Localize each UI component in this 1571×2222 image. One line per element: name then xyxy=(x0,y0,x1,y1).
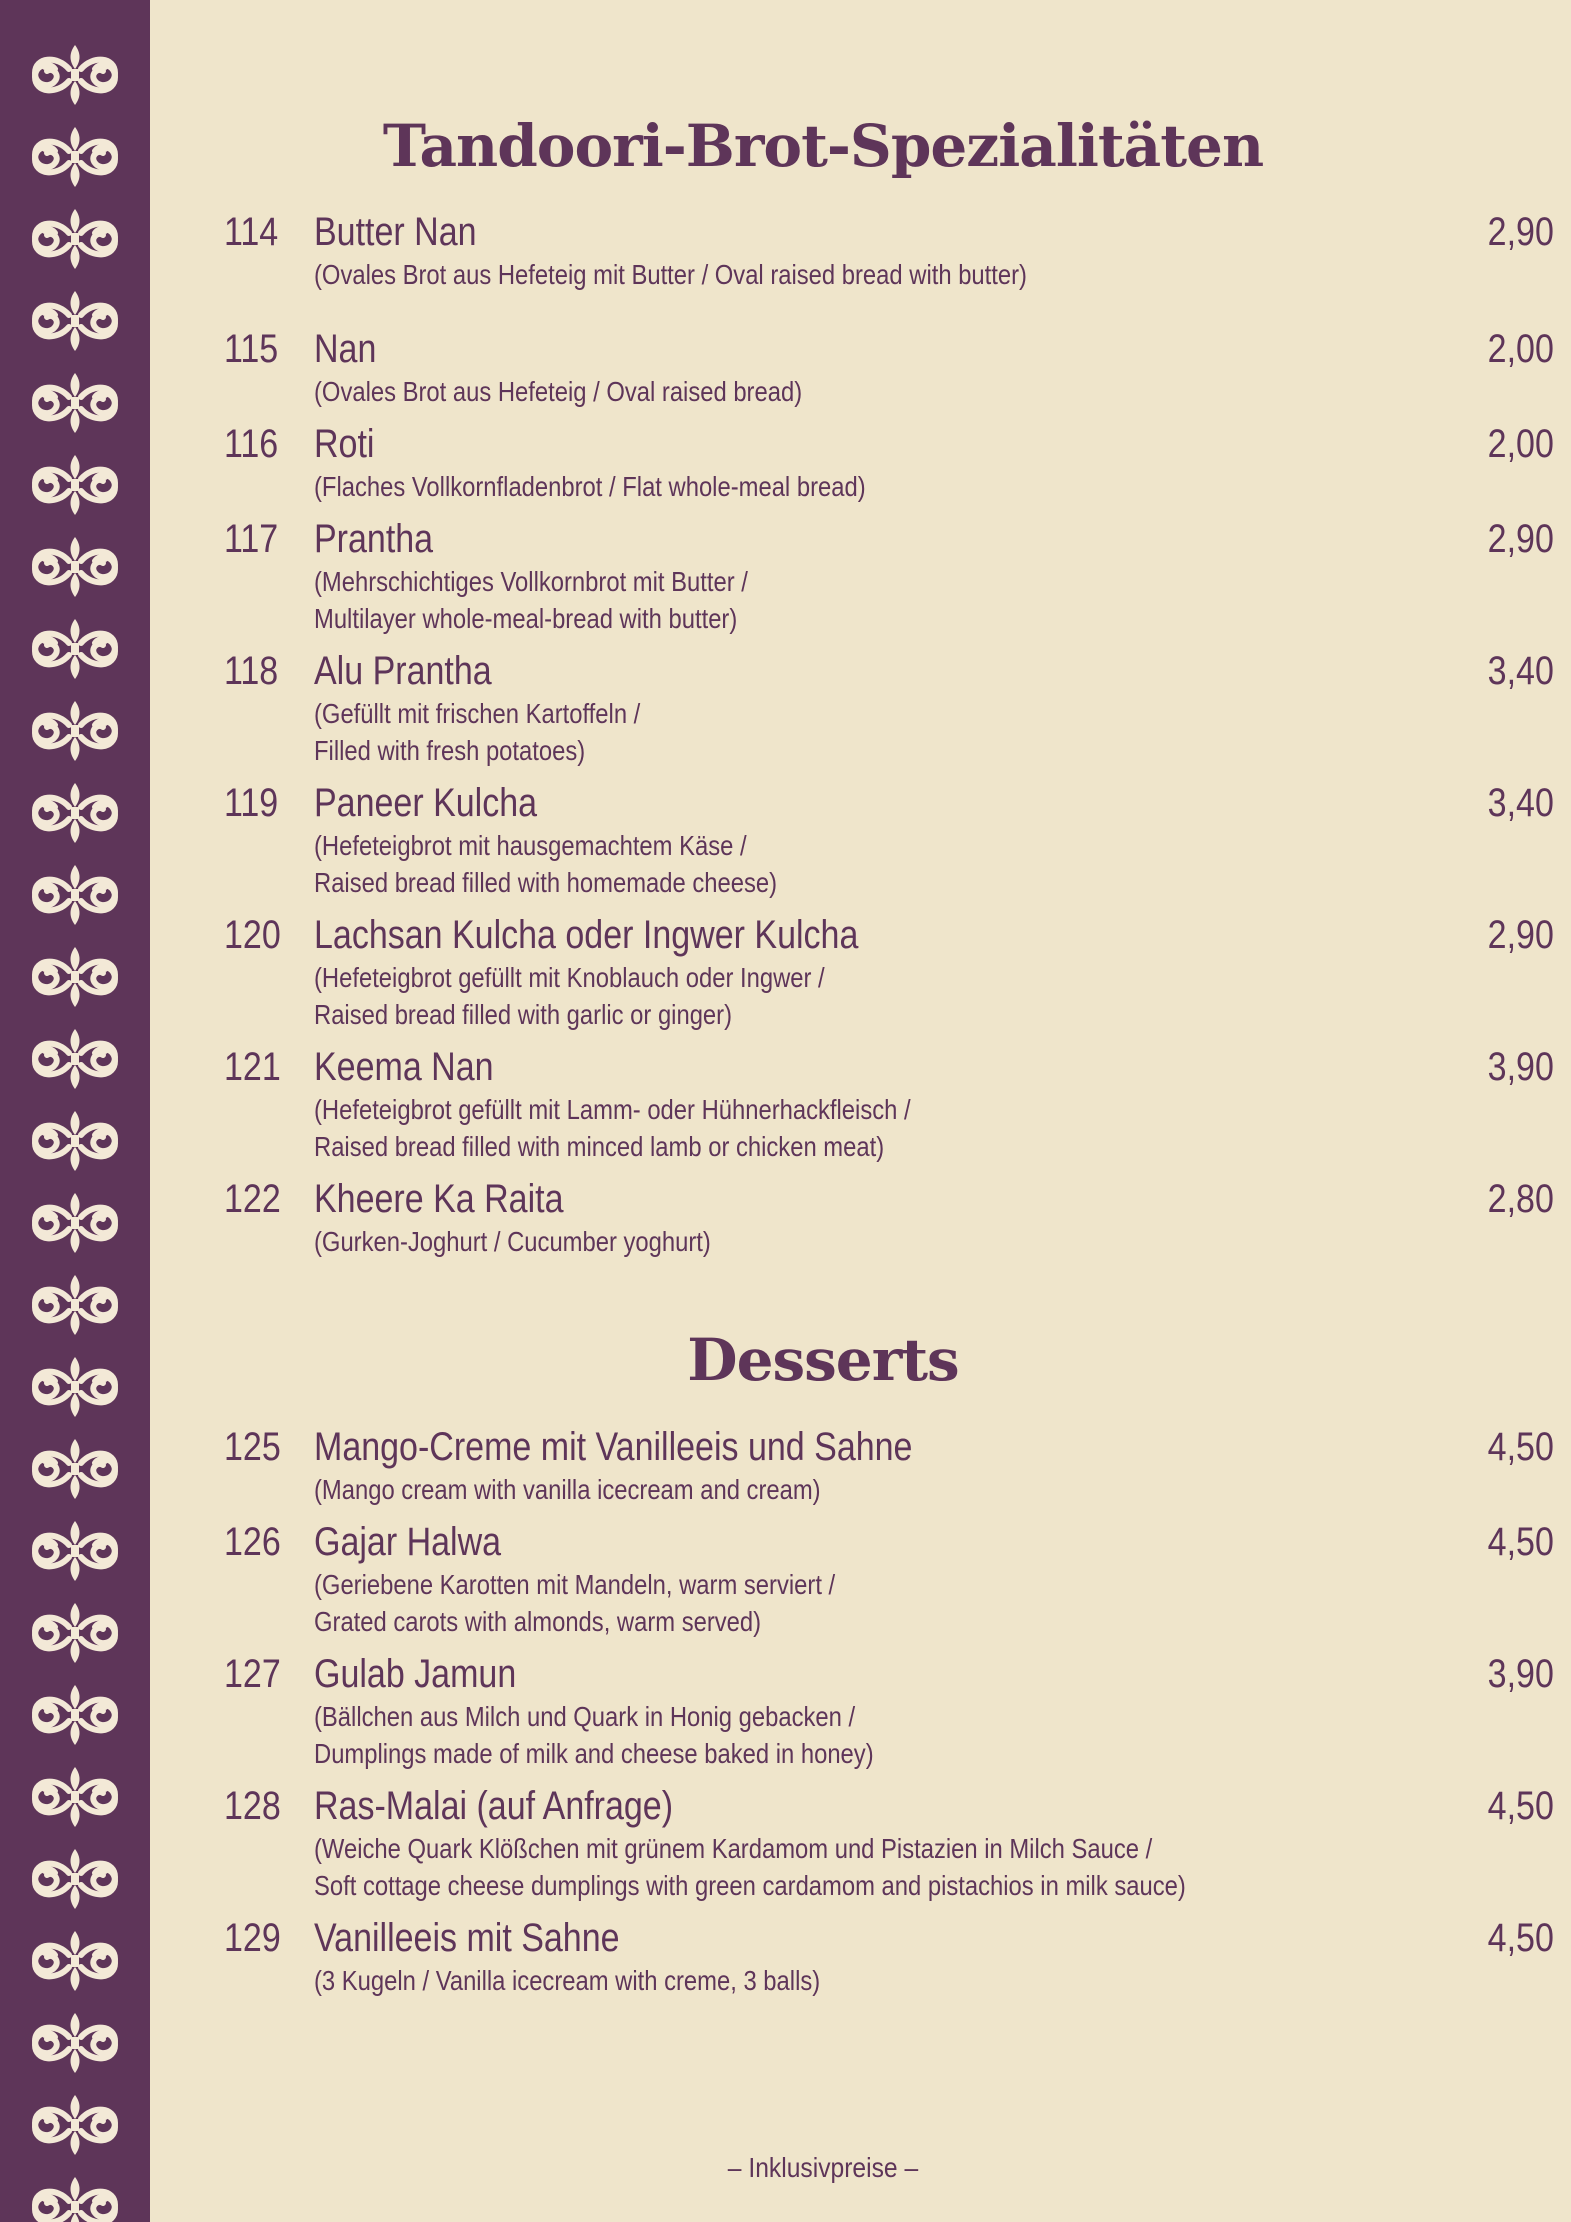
ornament-motif xyxy=(35,947,115,1007)
ornament-motif xyxy=(35,1111,115,1171)
item-number: 114 xyxy=(224,210,279,254)
section-title-tandoori: Tandoori-Brot-Spezialitäten xyxy=(382,112,1264,180)
item-description xyxy=(314,1091,911,1165)
item-description xyxy=(314,1698,874,1772)
ornament-motif xyxy=(35,2095,115,2155)
ornament-motif xyxy=(35,1275,115,1335)
item-description-line: (Mango cream with vanilla icecream and cream) xyxy=(314,1474,821,1505)
item-price: 3,90 xyxy=(1487,1652,1554,1696)
ornament-motif xyxy=(35,455,115,515)
item-name: Roti xyxy=(314,422,375,466)
item-description-line: (Hefeteigbrot gefüllt mit Knoblauch oder Ingwer / xyxy=(314,962,825,993)
item-description-line: (Mehrschichtiges Vollkornbrot mit Butter / xyxy=(314,566,748,597)
item-description-line: Raised bread filled with homemade cheese) xyxy=(314,867,778,898)
ornament-motif xyxy=(35,1029,115,1089)
item-description-line: (Gefüllt mit frischen Kartoffeln / xyxy=(314,698,641,729)
item-price: 2,00 xyxy=(1487,327,1554,371)
item-name: Vanilleeis mit Sahne xyxy=(314,1916,620,1960)
item-description-line: (Flaches Vollkornfladenbrot / Flat whole-meal bread) xyxy=(314,471,866,502)
item-name: Kheere Ka Raita xyxy=(314,1177,564,1221)
ornament-motif xyxy=(35,1685,115,1745)
ornament-motif xyxy=(35,209,115,269)
ornament-motif xyxy=(35,783,115,843)
item-description xyxy=(314,563,748,637)
item-description-line: Filled with fresh potatoes) xyxy=(314,735,586,766)
item-price: 2,90 xyxy=(1487,210,1554,254)
ornament-motif xyxy=(35,1357,115,1417)
item-description-line: Grated carots with almonds, warm served) xyxy=(314,1606,762,1637)
item-description-line: (Ovales Brot aus Hefeteig mit Butter / Oval raised bread with butter) xyxy=(314,259,1027,290)
item-name: Alu Prantha xyxy=(314,649,492,693)
ornament-motif xyxy=(35,1767,115,1827)
item-number: 119 xyxy=(224,781,279,825)
ornament-motif xyxy=(35,2013,115,2073)
ornamental-border xyxy=(0,0,150,2222)
item-number: 128 xyxy=(224,1784,281,1828)
ornament-motif xyxy=(35,127,115,187)
ornament-motif xyxy=(35,2177,115,2222)
item-description xyxy=(314,1223,711,1260)
item-name: Gajar Halwa xyxy=(314,1520,502,1564)
ornament-motif xyxy=(35,1849,115,1909)
item-name: Nan xyxy=(314,327,377,371)
item-number: 125 xyxy=(224,1425,281,1469)
item-description-line: (Hefeteigbrot gefüllt mit Lamm- oder Hühnerhackfleisch / xyxy=(314,1094,911,1125)
item-description xyxy=(314,959,825,1033)
item-price: 3,40 xyxy=(1487,781,1554,825)
item-price: 2,90 xyxy=(1487,913,1554,957)
item-price: 4,50 xyxy=(1487,1916,1554,1960)
item-price: 4,50 xyxy=(1487,1784,1554,1828)
item-name: Prantha xyxy=(314,517,434,561)
item-price: 2,00 xyxy=(1487,422,1554,466)
item-price: 4,50 xyxy=(1487,1520,1554,1564)
item-description-line: (3 Kugeln / Vanilla icecream with creme, 3 balls) xyxy=(314,1965,821,1996)
ornament-motif xyxy=(35,1521,115,1581)
ornament-motif xyxy=(35,1193,115,1253)
item-description-line: Dumplings made of milk and cheese baked in honey) xyxy=(314,1738,874,1769)
item-name: Butter Nan xyxy=(314,210,477,254)
item-description-line: (Ovales Brot aus Hefeteig / Oval raised bread) xyxy=(314,376,803,407)
item-name: Keema Nan xyxy=(314,1045,494,1089)
item-price: 2,90 xyxy=(1487,517,1554,561)
item-number: 129 xyxy=(224,1916,281,1960)
item-description-line: (Bällchen aus Milch und Quark in Honig gebacken / xyxy=(314,1701,856,1732)
item-name: Paneer Kulcha xyxy=(314,781,538,825)
item-number: 122 xyxy=(224,1177,281,1221)
ornament-motif xyxy=(35,537,115,597)
item-description xyxy=(314,827,777,901)
item-description xyxy=(314,1830,1186,1904)
item-price: 3,40 xyxy=(1487,649,1554,693)
ornament-motif xyxy=(35,619,115,679)
item-number: 117 xyxy=(224,517,279,561)
item-number: 120 xyxy=(224,913,281,957)
item-description-line: (Weiche Quark Klößchen mit grünem Kardamom und Pistazien in Milch Sauce / xyxy=(314,1833,1153,1864)
ornament-motif xyxy=(35,291,115,351)
item-number: 126 xyxy=(224,1520,281,1564)
menu-page xyxy=(150,0,1571,2222)
item-description xyxy=(314,695,640,769)
item-name: Gulab Jamun xyxy=(314,1652,517,1696)
item-description-line: Soft cottage cheese dumplings with green cardamom and pistachios in milk sauce) xyxy=(314,1870,1186,1901)
item-number: 127 xyxy=(224,1652,281,1696)
ornament-motif xyxy=(35,1931,115,1991)
ornament-motif xyxy=(35,1439,115,1499)
item-name: Ras-Malai (auf Anfrage) xyxy=(314,1784,674,1828)
item-description-line: Raised bread filled with minced lamb or chicken meat) xyxy=(314,1131,885,1162)
ornament-motif xyxy=(35,45,115,105)
footer-note: – Inklusivpreise – xyxy=(727,2152,919,2183)
item-number: 118 xyxy=(224,649,279,693)
item-price: 4,50 xyxy=(1487,1425,1554,1469)
section-title-desserts: Desserts xyxy=(687,1326,959,1394)
item-description xyxy=(314,1962,820,1999)
item-number: 116 xyxy=(224,422,279,466)
item-price: 2,80 xyxy=(1487,1177,1554,1221)
ornament-motif xyxy=(35,701,115,761)
item-description-line: (Geriebene Karotten mit Mandeln, warm serviert / xyxy=(314,1569,836,1600)
item-description xyxy=(314,373,802,410)
item-price: 3,90 xyxy=(1487,1045,1554,1089)
item-number: 115 xyxy=(224,327,279,371)
item-description xyxy=(314,1471,821,1508)
item-description xyxy=(314,468,866,505)
item-description-line: Raised bread filled with garlic or ginger) xyxy=(314,999,733,1030)
item-description xyxy=(314,256,1027,293)
item-description xyxy=(314,1566,835,1640)
item-description-line: (Gurken-Joghurt / Cucumber yoghurt) xyxy=(314,1226,711,1257)
item-description-line: (Hefeteigbrot mit hausgemachtem Käse / xyxy=(314,830,747,861)
ornament-motif xyxy=(35,1603,115,1663)
ornament-motif xyxy=(35,373,115,433)
item-name: Lachsan Kulcha oder Ingwer Kulcha xyxy=(314,913,859,957)
item-name: Mango-Creme mit Vanilleeis und Sahne xyxy=(314,1425,913,1469)
ornament-motif xyxy=(35,865,115,925)
item-number: 121 xyxy=(224,1045,281,1089)
item-description-line: Multilayer whole-meal-bread with butter) xyxy=(314,603,738,634)
ornament-pattern-icon xyxy=(0,0,150,2222)
